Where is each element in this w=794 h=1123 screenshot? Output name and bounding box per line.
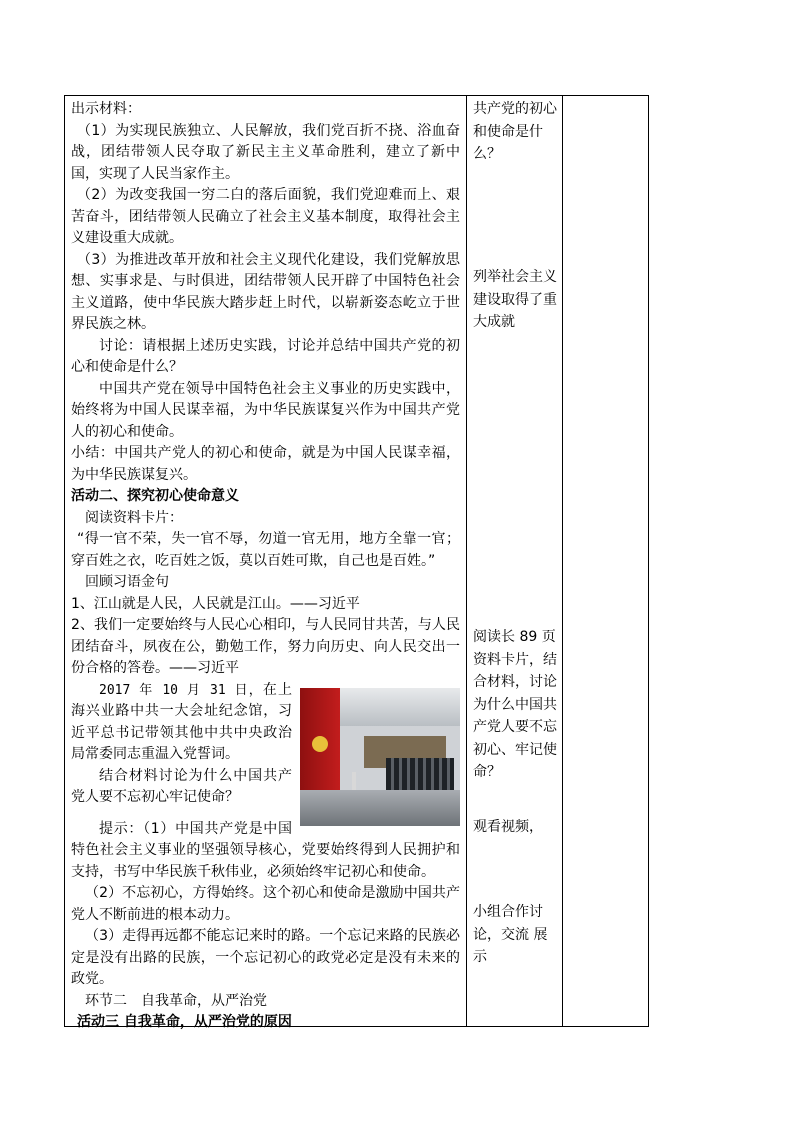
quote-1: 1、江山就是人民，人民就是江山。——习近平 xyxy=(71,595,360,612)
student-activity-4: 观看视频， xyxy=(473,819,543,835)
oath-ceremony-photo xyxy=(300,688,460,826)
section-2-label: 环节二 自我革命，从严治党 xyxy=(85,992,267,1009)
activity-2-heading: 活动二、探究初心使命意义 xyxy=(71,488,239,504)
activity-3-heading: 活动三 自我革命，从严治党的原因 xyxy=(77,1014,292,1030)
material-item-2: （2）为改变我国一穷二白的落后面貌，我们党迎难而上、艰苦奋斗，团结带领人民确立了社会主义基本制度，取得社会主义建设重大成就。 xyxy=(71,187,460,246)
material-heading: 出示材料： xyxy=(71,101,141,117)
discussion-question-2: 结合材料讨论为什么中国共产党人要不忘初心牢记使命？ xyxy=(71,767,292,805)
hint-item-3: （3）走得再远都不能忘记来时的路。一个忘记来路的民族必定是没有出路的民族，一个忘记初心的政党必定是没有未来的政党。 xyxy=(71,928,460,987)
reading-card-label: 阅读资料卡片： xyxy=(85,509,183,526)
hint-item-1: 提示：（1）中国共产党是中国特色社会主义事业的坚强领导核心，党要始终得到人民拥护和支持，书写中华民族千秋伟业，必须始终牢记初心和使命。 xyxy=(71,820,460,880)
discussion-prompt: 讨论：请根据上述历史实践，讨论并总结中国共产党的初心和使命是什么？ xyxy=(71,337,460,375)
hint-item-2: （2）不忘初心，方得始终。这个初心和使命是激励中国共产党人不断前进的根本动力。 xyxy=(71,885,460,923)
discussion-answer: 中国共产党在领导中国特色社会主义事业的历史实践中，始终将为中国人民谋幸福，为中华民族谋复兴作为中国共产党人的初心和使命。 xyxy=(71,380,460,440)
notes-cell xyxy=(563,96,648,1026)
student-activity-2: 列举社会主义建设取得了重大成就 xyxy=(473,269,557,330)
reading-card-quote: “得一官不荣，失一官不辱，勿道一官无用，地方全靠一官；穿百姓之衣，吃百姓之饭，莫以百姓可欺，自己也是百姓。” xyxy=(71,531,460,569)
student-activity-1: 共产党的初心和使命是什么？ xyxy=(473,101,557,162)
material-item-3: （3）为推进改革开放和社会主义现代化建设，我们党解放思想、实事求是、与时俱进，团结带领人民开辟了中国特色社会主义道路，使中华民族大踏步赶上时代，以崭新姿态屹立于世界民族之林。 xyxy=(71,251,460,332)
quotes-review-label: 回顾习语金句 xyxy=(85,574,169,590)
event-text: 在上海兴业路中共一大会址纪念馆，习近平总书记带领其他中共中央政治局常委同志重温入党誓词。 xyxy=(71,681,292,762)
quote-2: 2、我们一定要始终与人民心心相印，与人民同甘共苦，与人民团结奋斗，夙夜在公，勤勉工作，努力向历史、向人民交出一份合格的答卷。——习近平 xyxy=(71,617,460,676)
teaching-content-cell xyxy=(65,96,466,1030)
party-emblem-icon xyxy=(312,736,328,752)
student-activity-5: 小组合作讨论，交流 展示 xyxy=(473,904,548,965)
summary-text: 小结：中国共产党人的初心和使命，就是为中国人民谋幸福，为中华民族谋复兴。 xyxy=(71,445,460,483)
student-activity-cell xyxy=(467,96,562,1026)
photo-text-block xyxy=(71,680,460,884)
material-item-1: （1）为实现民族独立、人民解放，我们党百折不挠、浴血奋战，团结带领人民夺取了新民主主义革命胜利，建立了新中国，实现了人民当家作主。 xyxy=(71,122,460,182)
event-date: 2017 年 10 月 31 日， xyxy=(99,682,263,698)
student-activity-3: 阅读长 89 页资料卡片，结合材料，讨论为什么中国共产党人要不忘初心、牢记使命？ xyxy=(473,629,557,780)
lesson-table xyxy=(64,95,649,1030)
